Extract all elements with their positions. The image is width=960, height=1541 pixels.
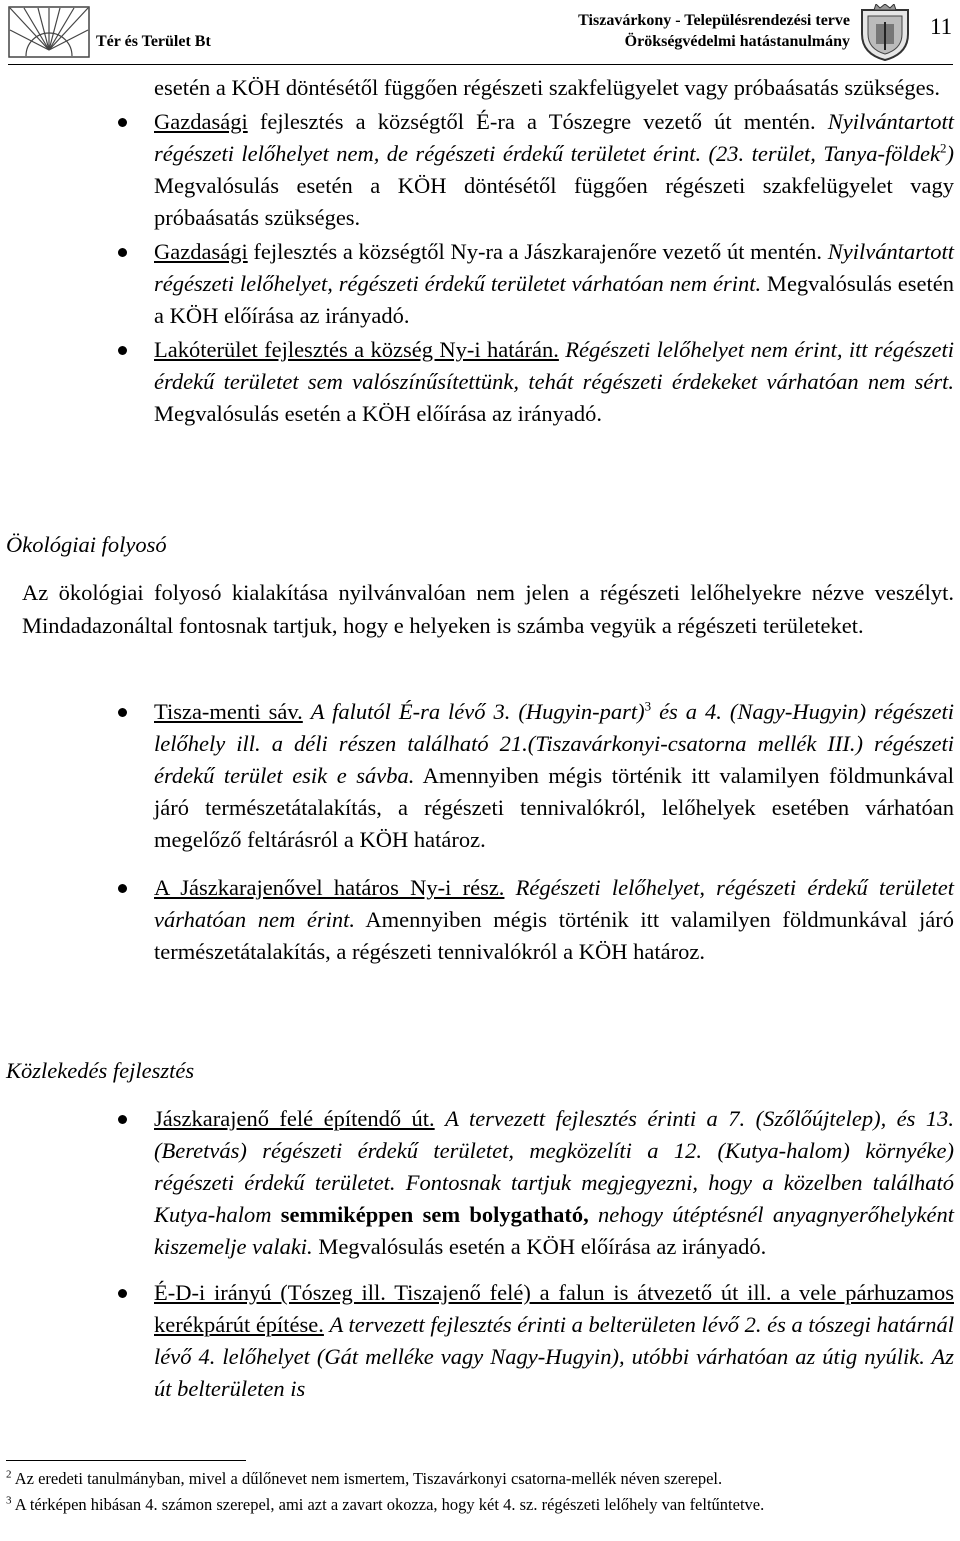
- document-title-line1: Tiszavárkony - Településrendezési terve: [578, 12, 850, 29]
- text-run: Nyilvántartott régészeti lelőhelyet, régészeti érdekű területet várhatóan nem érint.: [154, 239, 954, 296]
- header-divider: [8, 64, 953, 65]
- text-run: Megvalósulás esetén a KÖH előírása az irányadó.: [312, 1234, 767, 1259]
- text-run: Megvalósulás esetén a KÖH előírása az irányadó.: [154, 401, 602, 426]
- text-run: Régészeti lelőhelyet nem érint, itt régészeti érdekű területet sem valószínűsítettünk, tehát régészeti érdekeket várhatóan nem sért.: [154, 337, 954, 394]
- text-run: A Jászkarajenővel határos Ny-i rész.: [154, 875, 505, 900]
- content-top: [0, 72, 960, 430]
- text-run: [435, 1106, 445, 1131]
- text-run: fejlesztés a községtől É-ra a Tószegre vezető út mentén.: [247, 109, 828, 134]
- text-run: 3: [644, 698, 652, 714]
- bullet-icon: [118, 248, 127, 257]
- page-header: [0, 0, 960, 66]
- sunburst-logo-icon: [8, 6, 90, 63]
- text-run: Régészeti lelőhelyet, régészeti érdekű területet várhatóan nem érint.: [154, 875, 954, 932]
- document-title: [520, 10, 850, 52]
- text-run: fejlesztés a községtől Ny-ra a Jászkarajenőre vezető út mentén.: [247, 239, 828, 264]
- text-run: [504, 875, 515, 900]
- text-run: Gazdasági: [154, 239, 248, 264]
- text-run: Jászkarajenő felé építendő út.: [154, 1106, 435, 1131]
- footnote-divider: [6, 1460, 246, 1461]
- text-run: ): [946, 141, 954, 166]
- list-item: [154, 236, 954, 332]
- text-run: Amennyiben mégis történik itt valamilyen földmunkával járó természetátalakítás, a régészeti tennivalókról, lelőhelyek esetében várhatóan megelőző feltárásról a KÖH határoz.: [154, 763, 954, 852]
- bullet-icon: [118, 1289, 127, 1298]
- footnote: [6, 1492, 946, 1518]
- list-item: [154, 334, 954, 430]
- text-run: 2: [940, 140, 947, 156]
- text-run: Gazdasági: [154, 109, 248, 134]
- text-run: esetén a KÖH döntésétől függően régészeti szakfelügyelet vagy próbaásatás szükséges.: [154, 75, 940, 100]
- list-item: [154, 1277, 954, 1405]
- document-title-line2: Örökségvédelmi hatástanulmány: [624, 33, 850, 50]
- list-item: [154, 872, 954, 968]
- section-title-ecological: Ökológiai folyosó: [6, 532, 167, 557]
- list-item: [154, 696, 954, 856]
- text-run: [303, 699, 311, 724]
- text-run: Tisza-menti sáv.: [154, 699, 303, 724]
- bullet-icon: [118, 884, 127, 893]
- bullet-icon: [118, 118, 127, 127]
- page-number: 11: [930, 14, 953, 39]
- text-run: nehogy útéptésnél anyagnyerőhelyként kiszemelje valaki.: [154, 1202, 954, 1259]
- text-run: É-D-i irányú (Tószeg ill. Tiszajenő felé) a falun is átvezető út ill. a vele párhuzamos kerékpárút építése.: [154, 1280, 954, 1337]
- bullet-icon: [118, 1115, 127, 1124]
- footnote-number: 3: [6, 1494, 12, 1507]
- bullet-icon: [118, 346, 127, 355]
- text-run: Lakóterület fejlesztés a község Ny-i határán.: [154, 337, 559, 362]
- text-run: Megvalósulás esetén a KÖH előírása az irányadó.: [154, 271, 954, 328]
- list-item: [154, 1103, 954, 1263]
- footnote-text: A térképen hibásan 4. számon szerepel, ami azt a zavart okozza, hogy két 4. sz. régészeti lelőhely van feltűntetve.: [11, 1495, 765, 1514]
- content-ecological: [0, 696, 960, 968]
- footnote-text: Az eredeti tanulmányban, mivel a dűlőnevet nem ismertem, Tiszavárkonyi csatorna-mellék néven szerepel.: [11, 1469, 723, 1488]
- text-run: A tervezett fejlesztés érinti a 7. (Szőlőújtelep), és 13. (Beretvás) régészeti érdekű területet, megközelíti a 12. (Kutya-halom) környéke) régészeti érdekű területet. Fontosnak tartjuk megjegyezni, hogy a közelben található Kutya-halom: [154, 1106, 954, 1227]
- text-run: A falutól É-ra lévő 3. (Hugyin-part): [310, 699, 645, 724]
- footnote-number: 2: [6, 1468, 12, 1481]
- section-title-transport: Közlekedés fejlesztés: [6, 1058, 195, 1083]
- list-item: [154, 106, 954, 234]
- coat-of-arms-icon: [854, 4, 916, 67]
- text-run: Nyilvántartott régészeti lelőhelyet nem, de régészeti érdekű területet érint. (23. terület, Tanya-földek: [154, 109, 954, 166]
- text-run: és a 4. (Nagy-Hugyin) régészeti lelőhely ill. a déli részen található 21.(Tiszavárkonyi-csatorna mellék III.) régészeti érdekű terület esik e sávba.: [154, 699, 955, 788]
- text-run: A tervezett fejlesztés érinti a belterületen lévő 2. és a tószegi határnál lévő 4. lelőhelyet (Gát melléke vagy Nagy-Hugyin), utóbbi várhatóan az útig nyúlik. Az út belterületen is: [154, 1312, 955, 1401]
- footnote: [6, 1466, 946, 1492]
- content-transport: [0, 1103, 960, 1405]
- paragraph-ecological: Az ökológiai folyosó kialakítása nyilvánvalóan nem jelen a régészeti lelőhelyekre nézve veszélyt. Mindadazonáltal fontosnak tartjuk, hogy e helyeken is számba vegyük a régészeti területeket.: [22, 580, 954, 638]
- footnotes: [6, 1466, 946, 1518]
- company-name: Tér és Terület Bt: [96, 33, 211, 50]
- list-item: [154, 72, 954, 104]
- text-run: Amennyiben mégis történik itt valamilyen földmunkával járó természetátalakítás, a régészeti tennivalókról a KÖH határoz.: [154, 907, 954, 964]
- text-run: semmiképpen sem bolygatható,: [280, 1202, 589, 1227]
- bullet-icon: [118, 708, 127, 717]
- text-run: Megvalósulás esetén a KÖH döntésétől függően régészeti szakfelügyelet vagy próbaásatás szükséges.: [154, 173, 954, 230]
